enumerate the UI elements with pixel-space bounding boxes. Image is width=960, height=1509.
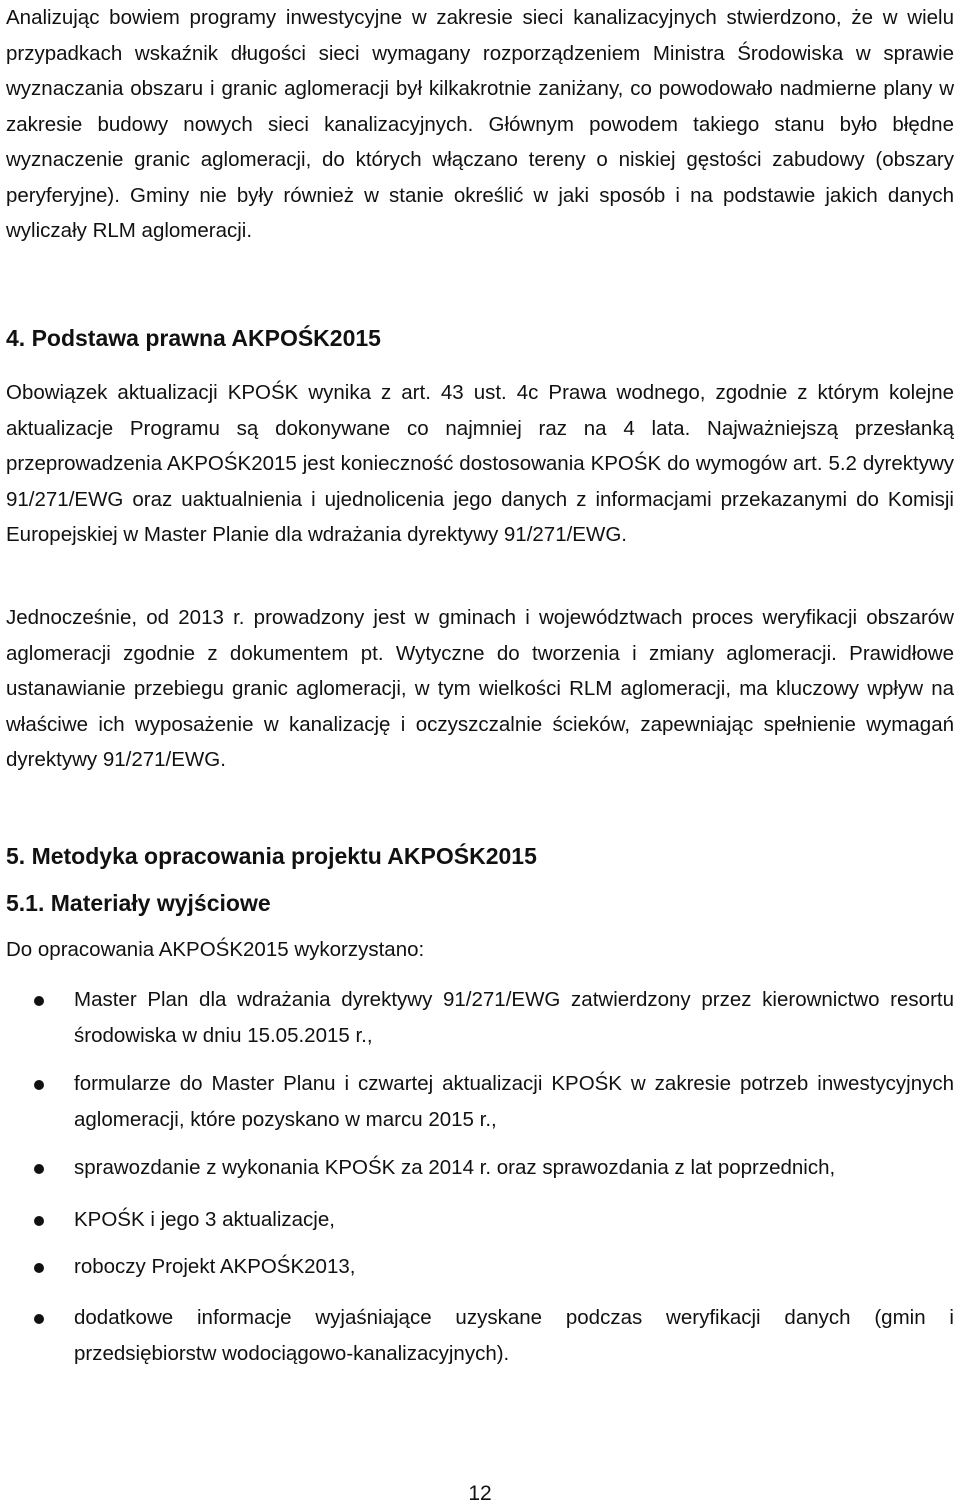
list-intro-text: Do opracowania AKPOŚK2015 wykorzystano: <box>6 938 425 961</box>
list-item-text: formularze do Master Planu i czwartej aktualizacji KPOŚK w zakresie potrzeb inwestycyjnych aglomeracji, które pozyskano w marcu 2015 r., <box>74 1072 954 1131</box>
page-number: 12 <box>468 1482 492 1505</box>
section-5-1-heading: 5.1. Materiały wyjściowe <box>6 890 271 916</box>
bullet-icon <box>34 1080 44 1090</box>
section-5-heading: 5. Metodyka opracowania projektu AKPOŚK2015 <box>6 843 537 869</box>
list-item-text: KPOŚK i jego 3 aktualizacje, <box>74 1208 335 1231</box>
bullet-icon <box>34 1216 44 1226</box>
bullet-icon <box>34 1263 44 1273</box>
bullet-icon <box>34 1314 44 1324</box>
legal-basis-paragraph: Obowiązek aktualizacji KPOŚK wynika z art. 43 ust. 4c Prawa wodnego, zgodnie z którym kolejne aktualizacje Programu są dokonywane co najmniej raz na 4 lata. Najważniejszą przesłanką przeprowadzenia AKPOŚK2015 jest konieczność dostosowania KPOŚK do wymogów art. 5.2 dyrektywy 91/271/EWG oraz uaktualnienia i ujednolicenia jego danych z informacjami przekazanymi do Komisji Europejskiej w Master Planie dla wdrażania dyrektywy 91/271/EWG. <box>6 381 954 546</box>
section-4-heading: 4. Podstawa prawna AKPOŚK2015 <box>6 325 381 351</box>
bullet-icon <box>34 1164 44 1174</box>
list-item-text: dodatkowe informacje wyjaśniające uzyskane podczas weryfikacji danych (gmin i przedsiębiorstw wodociągowo-kanalizacyjnych). <box>74 1306 954 1365</box>
verification-paragraph: Jednocześnie, od 2013 r. prowadzony jest w gminach i województwach proces weryfikacji obszarów aglomeracji zgodnie z dokumentem pt. Wytyczne do tworzenia i zmiany aglomeracji. Prawidłowe ustanawianie przebiegu granic aglomeracji, w tym wielkości RLM aglomeracji, ma kluczowy wpływ na właściwe ich wyposażenie w kanalizację i oczyszczalnie ścieków, zapewniając spełnienie wymagań dyrektywy 91/271/EWG. <box>6 606 954 771</box>
list-item-text: Master Plan dla wdrażania dyrektywy 91/271/EWG zatwierdzony przez kierownictwo resortu środowiska w dniu 15.05.2015 r., <box>74 988 954 1047</box>
list-item-text: sprawozdanie z wykonania KPOŚK za 2014 r. oraz sprawozdania z lat poprzednich, <box>74 1156 836 1179</box>
bullet-icon <box>34 996 44 1006</box>
list-item-text: roboczy Projekt AKPOŚK2013, <box>74 1255 356 1278</box>
intro-paragraph: Analizując bowiem programy inwestycyjne w zakresie sieci kanalizacyjnych stwierdzono, że w wielu przypadkach wskaźnik długości sieci wymagany rozporządzeniem Ministra Środowiska w sprawie wyznaczania obszaru i granic aglomeracji był kilkakrotnie zaniżany, co powodowało nadmierne plany w zakresie budowy nowych sieci kanalizacyjnych. Głównym powodem takiego stanu było błędne wyznaczenie granic aglomeracji, do których włączano tereny o niskiej gęstości zabudowy (obszary peryferyjne). Gminy nie były również w stanie określić w jaki sposób i na podstawie jakich danych wyliczały RLM aglomeracji. <box>6 6 954 242</box>
